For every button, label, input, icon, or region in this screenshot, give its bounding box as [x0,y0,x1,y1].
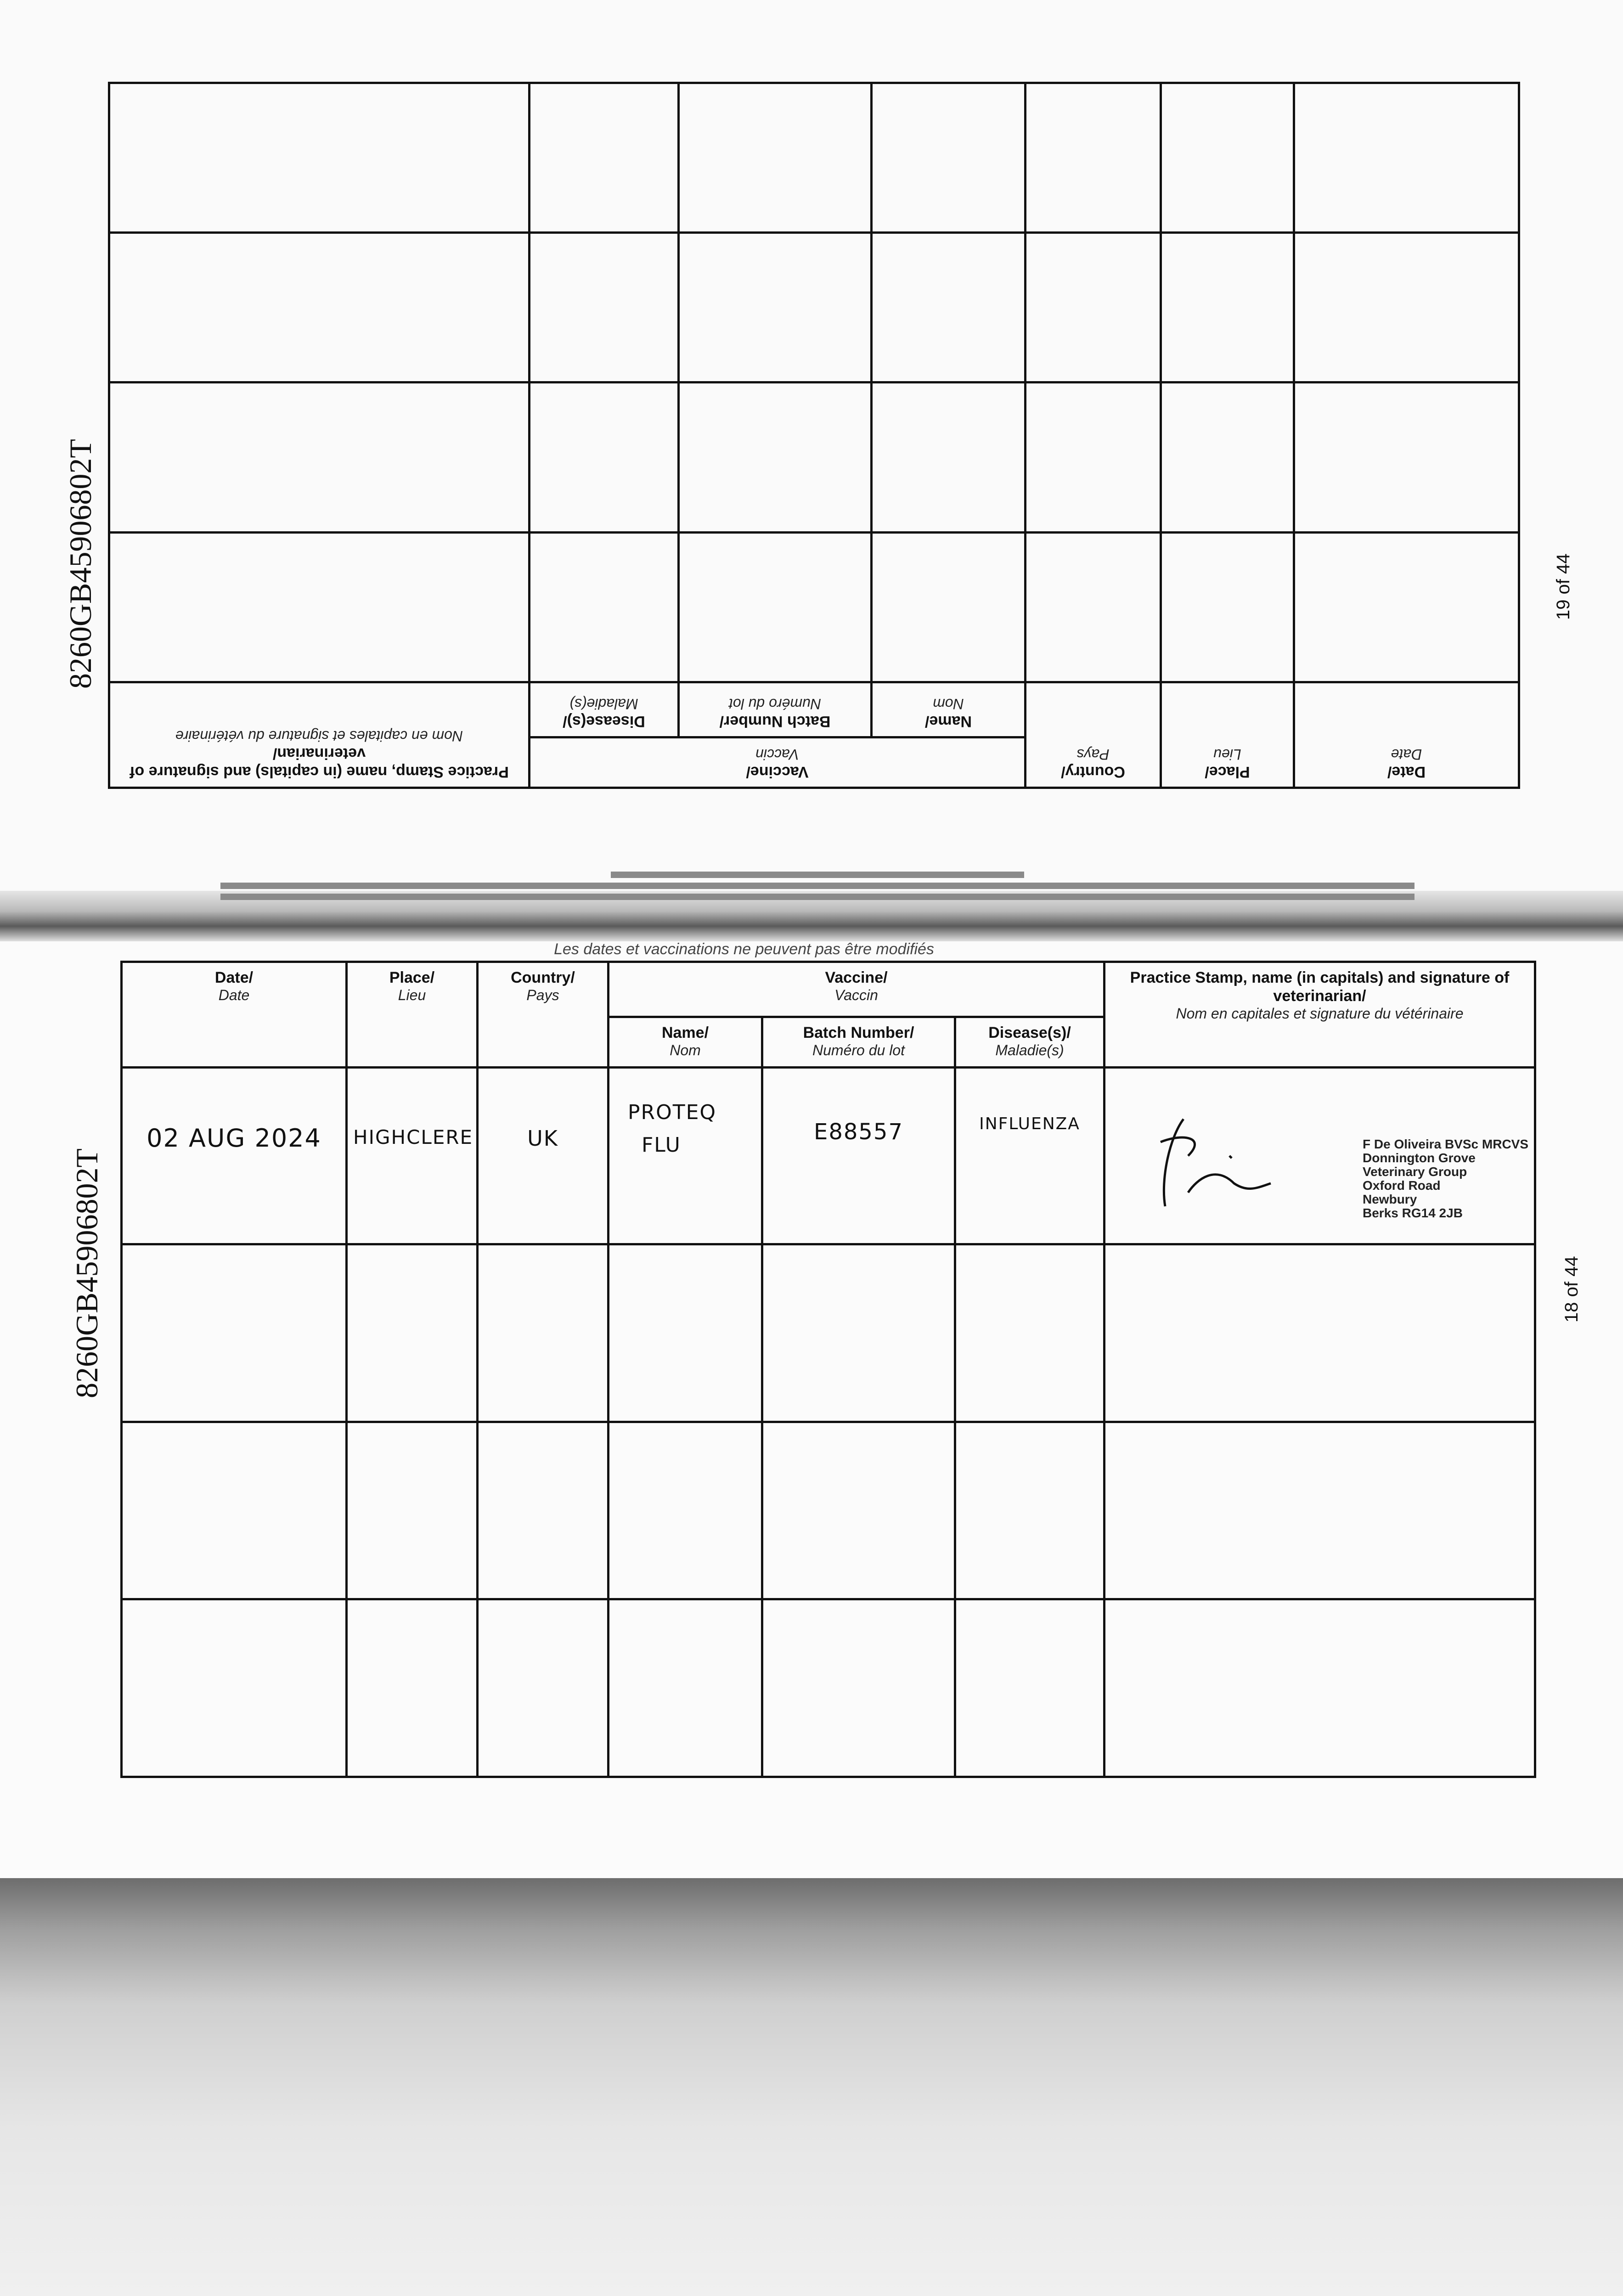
upper-notice-bars [216,822,1419,905]
notice-text: Les dates et vaccinations ne peuvent pas être modifiés [554,940,934,958]
disease: INFLUENZA [979,1114,1080,1133]
vet-signature [1133,1101,1285,1220]
header-vaccine: Vaccine/ Vaccin [529,737,1025,788]
table-row [122,1599,1535,1777]
header-country: Country/ Pays [478,962,609,1068]
table-row [122,1068,1535,1244]
vet-stamp-cell [1105,1068,1535,1244]
header-date: Date/ Date [122,962,347,1068]
table-row [109,383,1519,532]
vaccine-name-line2: FLU [642,1133,681,1157]
header-vaccine: Vaccine/ Vaccin [609,962,1105,1017]
header-batch: Batch Number/ Numéro du lot [679,682,872,737]
passport-cover [0,1878,1623,2296]
batch-number: E88557 [813,1119,904,1145]
table-row [122,1244,1535,1422]
upper-vaccination-table [110,82,1520,789]
vet-stamp: F De Oliveira BVSc MRCVS Donnington Grove Veterinary Group Oxford Road Newbury Berks RG14 2JB [1363,1137,1529,1220]
header-country: Country/ Pays [1026,682,1161,788]
header-date: Date/ Date [1294,682,1519,788]
page-number-lower: 18 of 44 [1561,1256,1582,1322]
header-vaccine-name: Name/ Nom [609,1017,762,1068]
vaccination-date: 02 AUG 2024 [147,1124,321,1153]
header-place: Place/ Lieu [1161,682,1294,788]
header-practice: Practice Stamp, name (in capitals) and signature of veterinarian/ Nom en capitales et signature du vétérinaire [1105,962,1535,1068]
header-place: Place/ Lieu [347,962,478,1068]
table-row [109,83,1519,233]
header-practice: Practice Stamp, name (in capitals) and signature of veterinarian/ Nom en capitales et signature du vétérinaire [109,682,529,788]
header-disease: Disease(s)/ Maladie(s) [955,1017,1105,1068]
header-disease: Disease(s)/ Maladie(s) [529,682,678,737]
header-batch: Batch Number/ Numéro du lot [762,1017,955,1068]
table-row [122,1422,1535,1599]
vaccine-name-line1: PROTEQ [628,1101,717,1124]
passport-code-upper: 8260GB45906802T [63,439,98,689]
passport-code-lower: 8260GB45906802T [69,1148,104,1398]
vaccination-place: HIGHCLERE [353,1126,473,1148]
table-row [109,233,1519,383]
table-row [109,532,1519,682]
header-vaccine-name: Name/ Nom [872,682,1026,737]
vaccination-country: UK [527,1126,558,1151]
lower-vaccination-table [120,961,1534,1778]
page-number-upper: 19 of 44 [1553,553,1573,620]
